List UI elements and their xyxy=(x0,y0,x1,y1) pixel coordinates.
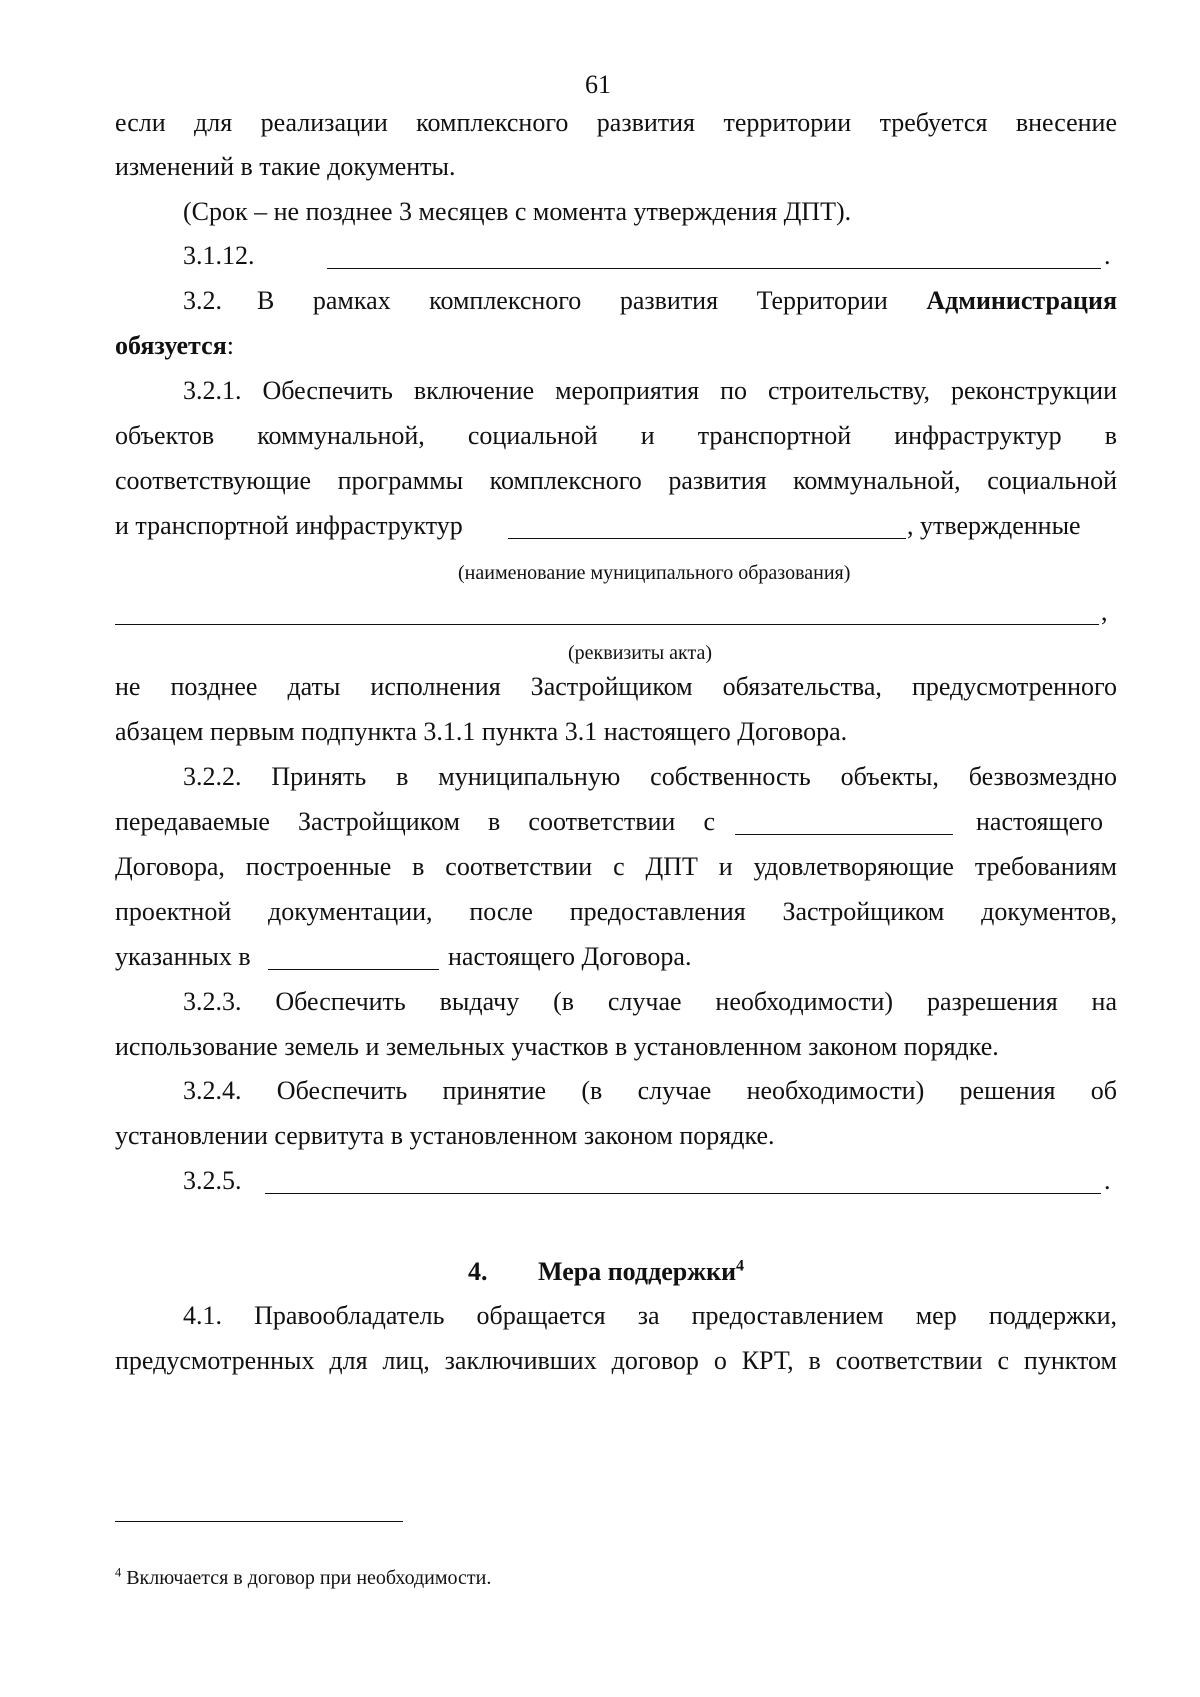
text-line: если для реализации комплексного развития территории требуется внесение xyxy=(115,108,1117,137)
text-line: не позднее даты исполнения Застройщиком обязательства, предусмотренного xyxy=(115,672,1117,701)
text-line: предусмотренных для лиц, заключивших договор о КРТ, в соответствии с пунктом xyxy=(115,1346,1117,1375)
text-line: , утвержденные xyxy=(907,511,1081,540)
text-line: указанных в xyxy=(115,942,251,971)
footnote xyxy=(115,1566,491,1590)
text-line: 3.2.2. Принять в муниципальную собственность объекты, безвозмездно xyxy=(183,762,1117,791)
text-line: (Срок – не позднее 3 месяцев с момента утверждения ДПТ). xyxy=(183,197,852,226)
text-line xyxy=(257,286,1117,316)
punctuation: : xyxy=(226,331,234,360)
punctuation: . xyxy=(1104,1166,1111,1195)
text-line: соответствующие программы комплексного развития коммунальной, социальной xyxy=(115,466,1117,495)
blank-field xyxy=(735,834,953,835)
blank-field xyxy=(115,624,1099,625)
footnote-separator xyxy=(115,1521,403,1522)
field-caption: (наименование муниципального образования) xyxy=(458,562,851,584)
section-title xyxy=(538,1257,744,1287)
punctuation: , xyxy=(1101,597,1108,626)
clause-number: 3.2.5. xyxy=(183,1166,242,1195)
text-line: настоящего Договора. xyxy=(448,942,692,971)
section-number: 4. xyxy=(468,1257,488,1286)
text-line: использование земель и земельных участков в установленном законом порядке. xyxy=(115,1032,999,1061)
footnote-mark: 4 xyxy=(115,1565,122,1580)
blank-field xyxy=(265,1193,1101,1194)
clause-text: В рамках комплексного развития Территории xyxy=(257,286,888,315)
clause-number: 3.1.12. xyxy=(183,241,255,270)
footnote-reference[interactable]: 4 xyxy=(736,1257,745,1275)
text-line: и транспортной инфраструктур xyxy=(115,511,463,540)
text-line: объектов коммунальной, социальной и транспортной инфраструктур в xyxy=(115,421,1117,450)
text-line: передаваемые Застройщиком в соответствии с xyxy=(115,807,715,836)
text-line: абзацем первым подпункта 3.1.1 пункта 3.1 настоящего Договора. xyxy=(115,717,848,746)
text-line: установлении сервитута в установленном законом порядке. xyxy=(115,1121,775,1150)
footnote-text: Включается в договор при необходимости. xyxy=(121,1567,492,1589)
obligation-label: обязуется xyxy=(115,331,227,360)
text-line: настоящего xyxy=(976,807,1104,836)
text-line: изменений в такие документы. xyxy=(115,152,456,181)
field-caption: (реквизиты акта) xyxy=(568,642,713,664)
text-line xyxy=(115,331,234,361)
text-line: 3.2.1. Обеспечить включение мероприятия по строительству, реконструкции xyxy=(183,376,1117,405)
text-line: Договора, построенные в соответствии с ДПТ и удовлетворяющие требованиям xyxy=(115,852,1117,881)
text-line: 3.2.3. Обеспечить выдачу (в случае необходимости) разрешения на xyxy=(183,987,1117,1016)
text-line: 3.2.4. Обеспечить принятие (в случае необходимости) решения об xyxy=(183,1076,1117,1105)
party-name: Администрация xyxy=(926,286,1117,315)
text-line: 4.1. Правообладатель обращается за предоставлением мер поддержки, xyxy=(183,1301,1117,1330)
blank-field xyxy=(268,969,439,970)
punctuation: . xyxy=(1104,241,1111,270)
section-title-text: Мера поддержки xyxy=(538,1257,737,1286)
page-number: 61 xyxy=(585,70,611,99)
blank-field xyxy=(508,538,906,539)
text-line: проектной документации, после предоставления Застройщиком документов, xyxy=(115,897,1117,926)
blank-field xyxy=(327,268,1101,269)
clause-number: 3.2. xyxy=(183,286,222,315)
